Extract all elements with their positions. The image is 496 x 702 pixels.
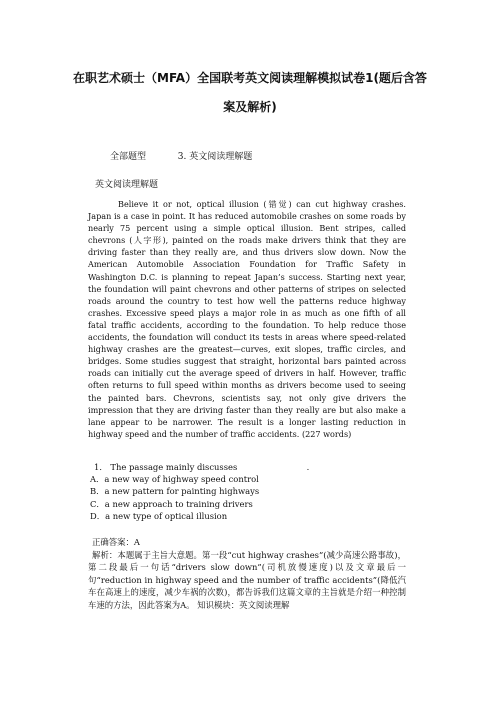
option-c: C．a new approach to training drivers	[90, 498, 253, 509]
answer-block	[88, 536, 406, 612]
passage-text: Believe it or not, optical illusion (错觉) can cut highway crashes. Japan is a case in point. It has reduced automobile crashes on some roads by nearly 75 percent using a simple optical illusion. Bent stripes, called chevrons (人字形), painted on the roads make drivers think that they are driving faster than they really are, and thus drivers slow down. Now the American Automobile Association Foundation for Traffic Safety in Washington D.C. is planning to repeat Japan’s success. Starting next year, the foundation will paint chevrons and other patterns of stripes on selected roads around the country to test how well the patterns reduce highway crashes. Excessive speed plays a major role in as much as one fifth of all fatal traffic accidents, according to the foundation. To help reduce those accidents, the foundation will conduct its tests in areas where speed-related highway crashes are the greatest—curves, exit slopes, traffic circles, and bridges. Some studies suggest that straight, horizontal bars painted across roads can initially cut the average speed of drivers in half. However, traffic often returns to full speed within months as drivers become used to seeing the painted bars. Chevrons, scientists say, not only give drivers the impression that they are driving faster than they really are but also make a lane appear to be narrower. The result is a longer lasting reduction in highway speed and the number of traffic accidents. (227 words)	[88, 199, 406, 439]
question-block	[90, 461, 410, 522]
question-stem-text: The passage mainly discusses	[110, 462, 238, 472]
option-d: D．a new type of optical illusion	[90, 510, 228, 521]
section-label: 英文阅读理解题	[95, 180, 159, 190]
answer-analysis: 解析：本题属于主旨大意题。第一段“cut highway crashes”(减少高速公路事故)，第二段最后一句话“drivers slow down”(司机放慢速度)以及文章最后一句“reduction in highway speed and the number of traffic accidents”(降低汽车在高速上的速度，减少车祸的次数)，都告诉我们这篇文章的主旨就是介绍一种控制车速的方法，因此答案为A。 知识模块：英文阅读理解	[88, 549, 406, 610]
question-stem-end: .	[306, 462, 310, 472]
question-number: 1．	[94, 462, 108, 472]
section-number-title: 3. 英文阅读理解题	[177, 152, 253, 162]
correct-answer: 正确答案：A	[92, 537, 140, 547]
document-title: 在职艺术硕士（MFA）全国联考英文阅读理解模拟试卷1(题后含答案及解析)	[73, 71, 427, 114]
question-type-label: 全部题型	[110, 152, 147, 162]
option-a: A．a new way of highway speed control	[90, 474, 259, 485]
reading-passage	[88, 198, 406, 440]
question-type-row	[110, 150, 252, 164]
question-stem	[90, 461, 410, 473]
option-b: B．a new pattern for painting highways	[90, 486, 260, 497]
